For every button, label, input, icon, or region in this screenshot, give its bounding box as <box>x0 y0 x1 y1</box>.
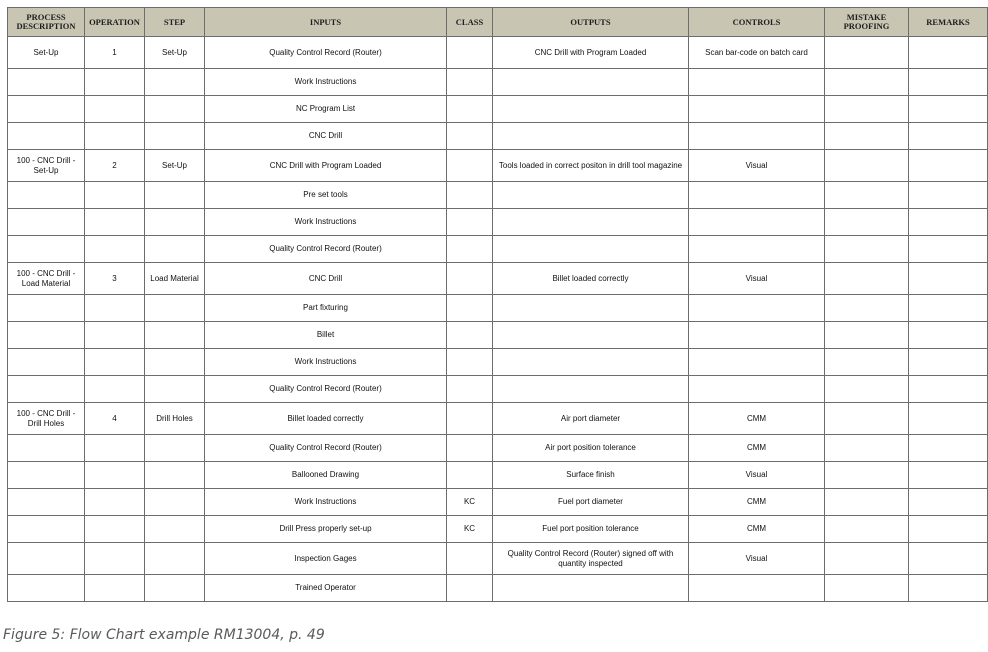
cell-inputs: Work Instructions <box>205 489 447 516</box>
table-row <box>8 516 988 543</box>
cell-step: Set-Up <box>145 150 205 182</box>
table-row <box>8 575 988 602</box>
cell-outputs: Fuel port diameter <box>493 489 689 516</box>
cell-controls: Scan bar-code on batch card <box>689 37 825 69</box>
cell-step <box>145 575 205 602</box>
cell-mistake-proofing <box>825 435 909 462</box>
cell-class <box>447 435 493 462</box>
cell-process-description: Set-Up <box>8 37 85 69</box>
table-row <box>8 376 988 403</box>
cell-remarks <box>909 435 988 462</box>
cell-class <box>447 150 493 182</box>
cell-process-description <box>8 575 85 602</box>
cell-inputs: NC Program List <box>205 96 447 123</box>
table-row <box>8 489 988 516</box>
cell-operation <box>85 462 145 489</box>
cell-inputs: Work Instructions <box>205 209 447 236</box>
cell-step <box>145 295 205 322</box>
cell-inputs: CNC Drill with Program Loaded <box>205 150 447 182</box>
cell-mistake-proofing <box>825 543 909 575</box>
cell-process-description: 100 - CNC Drill - Set-Up <box>8 150 85 182</box>
cell-mistake-proofing <box>825 322 909 349</box>
header-step: STEP <box>145 8 205 37</box>
cell-class <box>447 403 493 435</box>
pfmea-sheet <box>7 7 970 602</box>
figure-caption: Figure 5: Flow Chart example RM13004, p. 49 <box>3 627 325 643</box>
cell-class <box>447 37 493 69</box>
cell-inputs: CNC Drill <box>205 123 447 150</box>
cell-controls <box>689 96 825 123</box>
cell-step <box>145 182 205 209</box>
cell-remarks <box>909 295 988 322</box>
cell-step: Load Material <box>145 263 205 295</box>
table-row <box>8 322 988 349</box>
cell-outputs: Billet loaded correctly <box>493 263 689 295</box>
cell-class <box>447 349 493 376</box>
cell-inputs: Billet loaded correctly <box>205 403 447 435</box>
cell-class <box>447 376 493 403</box>
cell-remarks <box>909 182 988 209</box>
table-row <box>8 349 988 376</box>
cell-operation <box>85 209 145 236</box>
table-row <box>8 150 988 182</box>
cell-process-description <box>8 489 85 516</box>
cell-remarks <box>909 123 988 150</box>
cell-operation <box>85 295 145 322</box>
cell-step <box>145 489 205 516</box>
cell-process-description <box>8 236 85 263</box>
cell-remarks <box>909 403 988 435</box>
cell-process-description <box>8 182 85 209</box>
cell-operation <box>85 69 145 96</box>
cell-process-description <box>8 295 85 322</box>
cell-class <box>447 182 493 209</box>
cell-remarks <box>909 322 988 349</box>
cell-remarks <box>909 69 988 96</box>
cell-mistake-proofing <box>825 376 909 403</box>
cell-mistake-proofing <box>825 182 909 209</box>
cell-step <box>145 435 205 462</box>
cell-operation: 2 <box>85 150 145 182</box>
cell-process-description <box>8 376 85 403</box>
cell-process-description <box>8 349 85 376</box>
cell-mistake-proofing <box>825 403 909 435</box>
table-row <box>8 69 988 96</box>
cell-controls <box>689 295 825 322</box>
cell-controls <box>689 69 825 96</box>
cell-inputs: Ballooned Drawing <box>205 462 447 489</box>
cell-remarks <box>909 236 988 263</box>
cell-controls <box>689 182 825 209</box>
cell-operation <box>85 575 145 602</box>
table-row <box>8 543 988 575</box>
cell-operation: 4 <box>85 403 145 435</box>
cell-class <box>447 462 493 489</box>
cell-outputs: Air port position tolerance <box>493 435 689 462</box>
cell-outputs <box>493 349 689 376</box>
cell-inputs: Quality Control Record (Router) <box>205 236 447 263</box>
cell-class <box>447 123 493 150</box>
process-flow-table <box>7 7 988 602</box>
cell-operation: 1 <box>85 37 145 69</box>
cell-operation: 3 <box>85 263 145 295</box>
cell-controls: CMM <box>689 516 825 543</box>
cell-process-description <box>8 462 85 489</box>
table-body <box>8 37 988 602</box>
cell-step <box>145 376 205 403</box>
cell-remarks <box>909 376 988 403</box>
cell-controls <box>689 236 825 263</box>
cell-mistake-proofing <box>825 96 909 123</box>
cell-mistake-proofing <box>825 209 909 236</box>
cell-outputs <box>493 123 689 150</box>
cell-step <box>145 209 205 236</box>
cell-mistake-proofing <box>825 516 909 543</box>
cell-process-description <box>8 435 85 462</box>
cell-process-description <box>8 123 85 150</box>
cell-step <box>145 543 205 575</box>
cell-class <box>447 96 493 123</box>
table-row <box>8 96 988 123</box>
cell-outputs <box>493 322 689 349</box>
cell-inputs: Part fixturing <box>205 295 447 322</box>
cell-step <box>145 69 205 96</box>
cell-step <box>145 462 205 489</box>
cell-operation <box>85 123 145 150</box>
cell-class <box>447 236 493 263</box>
cell-class <box>447 543 493 575</box>
cell-step: Drill Holes <box>145 403 205 435</box>
cell-outputs <box>493 209 689 236</box>
cell-class <box>447 209 493 236</box>
cell-outputs: Fuel port position tolerance <box>493 516 689 543</box>
cell-outputs <box>493 295 689 322</box>
cell-remarks <box>909 209 988 236</box>
header-mistake-proofing: MISTAKE PROOFING <box>825 8 909 37</box>
cell-outputs <box>493 236 689 263</box>
cell-remarks <box>909 462 988 489</box>
cell-outputs: Quality Control Record (Router) signed off with quantity inspected <box>493 543 689 575</box>
table-row <box>8 209 988 236</box>
cell-operation <box>85 96 145 123</box>
header-outputs: OUTPUTS <box>493 8 689 37</box>
cell-remarks <box>909 575 988 602</box>
cell-controls: CMM <box>689 435 825 462</box>
cell-process-description <box>8 69 85 96</box>
cell-operation <box>85 349 145 376</box>
cell-operation <box>85 489 145 516</box>
cell-controls <box>689 209 825 236</box>
cell-remarks <box>909 489 988 516</box>
table-row <box>8 403 988 435</box>
cell-process-description <box>8 322 85 349</box>
cell-operation <box>85 322 145 349</box>
cell-inputs: Quality Control Record (Router) <box>205 37 447 69</box>
cell-inputs: Billet <box>205 322 447 349</box>
cell-step <box>145 349 205 376</box>
cell-inputs: CNC Drill <box>205 263 447 295</box>
cell-remarks <box>909 516 988 543</box>
cell-process-description <box>8 96 85 123</box>
cell-class: KC <box>447 516 493 543</box>
cell-controls <box>689 322 825 349</box>
cell-step <box>145 322 205 349</box>
header-class: CLASS <box>447 8 493 37</box>
table-row <box>8 37 988 69</box>
cell-mistake-proofing <box>825 349 909 376</box>
cell-process-description <box>8 543 85 575</box>
cell-step: Set-Up <box>145 37 205 69</box>
cell-controls: Visual <box>689 543 825 575</box>
cell-controls: Visual <box>689 462 825 489</box>
header-row <box>8 8 988 37</box>
cell-outputs: CNC Drill with Program Loaded <box>493 37 689 69</box>
table-row <box>8 462 988 489</box>
cell-remarks <box>909 150 988 182</box>
cell-process-description <box>8 516 85 543</box>
cell-mistake-proofing <box>825 236 909 263</box>
table-row <box>8 123 988 150</box>
cell-controls: CMM <box>689 489 825 516</box>
cell-operation <box>85 182 145 209</box>
cell-controls <box>689 349 825 376</box>
cell-mistake-proofing <box>825 123 909 150</box>
cell-remarks <box>909 263 988 295</box>
cell-process-description: 100 - CNC Drill - Drill Holes <box>8 403 85 435</box>
table-row <box>8 182 988 209</box>
header-operation: OPERATION <box>85 8 145 37</box>
cell-mistake-proofing <box>825 462 909 489</box>
header-inputs: INPUTS <box>205 8 447 37</box>
cell-controls <box>689 376 825 403</box>
cell-operation <box>85 376 145 403</box>
cell-controls: CMM <box>689 403 825 435</box>
cell-outputs <box>493 575 689 602</box>
cell-step <box>145 236 205 263</box>
table-row <box>8 236 988 263</box>
cell-outputs <box>493 69 689 96</box>
cell-remarks <box>909 96 988 123</box>
cell-inputs: Quality Control Record (Router) <box>205 435 447 462</box>
table-row <box>8 435 988 462</box>
cell-outputs <box>493 376 689 403</box>
header-remarks: REMARKS <box>909 8 988 37</box>
cell-controls <box>689 123 825 150</box>
cell-mistake-proofing <box>825 489 909 516</box>
cell-outputs <box>493 96 689 123</box>
cell-class <box>447 69 493 96</box>
cell-class <box>447 322 493 349</box>
cell-step <box>145 96 205 123</box>
cell-class: KC <box>447 489 493 516</box>
table-row <box>8 295 988 322</box>
cell-outputs: Surface finish <box>493 462 689 489</box>
cell-step <box>145 123 205 150</box>
cell-remarks <box>909 349 988 376</box>
cell-inputs: Drill Press properly set-up <box>205 516 447 543</box>
cell-mistake-proofing <box>825 263 909 295</box>
cell-controls: Visual <box>689 150 825 182</box>
cell-mistake-proofing <box>825 295 909 322</box>
cell-operation <box>85 435 145 462</box>
cell-mistake-proofing <box>825 69 909 96</box>
cell-step <box>145 516 205 543</box>
cell-inputs: Work Instructions <box>205 69 447 96</box>
cell-outputs: Tools loaded in correct positon in drill tool magazine <box>493 150 689 182</box>
cell-inputs: Pre set tools <box>205 182 447 209</box>
cell-remarks <box>909 37 988 69</box>
cell-inputs: Inspection Gages <box>205 543 447 575</box>
cell-inputs: Trained Operator <box>205 575 447 602</box>
cell-outputs: Air port diameter <box>493 403 689 435</box>
cell-inputs: Work Instructions <box>205 349 447 376</box>
cell-process-description: 100 - CNC Drill - Load Material <box>8 263 85 295</box>
header-controls: CONTROLS <box>689 8 825 37</box>
cell-class <box>447 263 493 295</box>
cell-mistake-proofing <box>825 575 909 602</box>
table-row <box>8 263 988 295</box>
cell-operation <box>85 516 145 543</box>
cell-process-description <box>8 209 85 236</box>
cell-mistake-proofing <box>825 150 909 182</box>
cell-controls <box>689 575 825 602</box>
cell-class <box>447 295 493 322</box>
cell-operation <box>85 236 145 263</box>
cell-operation <box>85 543 145 575</box>
cell-remarks <box>909 543 988 575</box>
cell-outputs <box>493 182 689 209</box>
header-process-description: PROCESS DESCRIPTION <box>8 8 85 37</box>
cell-inputs: Quality Control Record (Router) <box>205 376 447 403</box>
cell-mistake-proofing <box>825 37 909 69</box>
cell-class <box>447 575 493 602</box>
cell-controls: Visual <box>689 263 825 295</box>
